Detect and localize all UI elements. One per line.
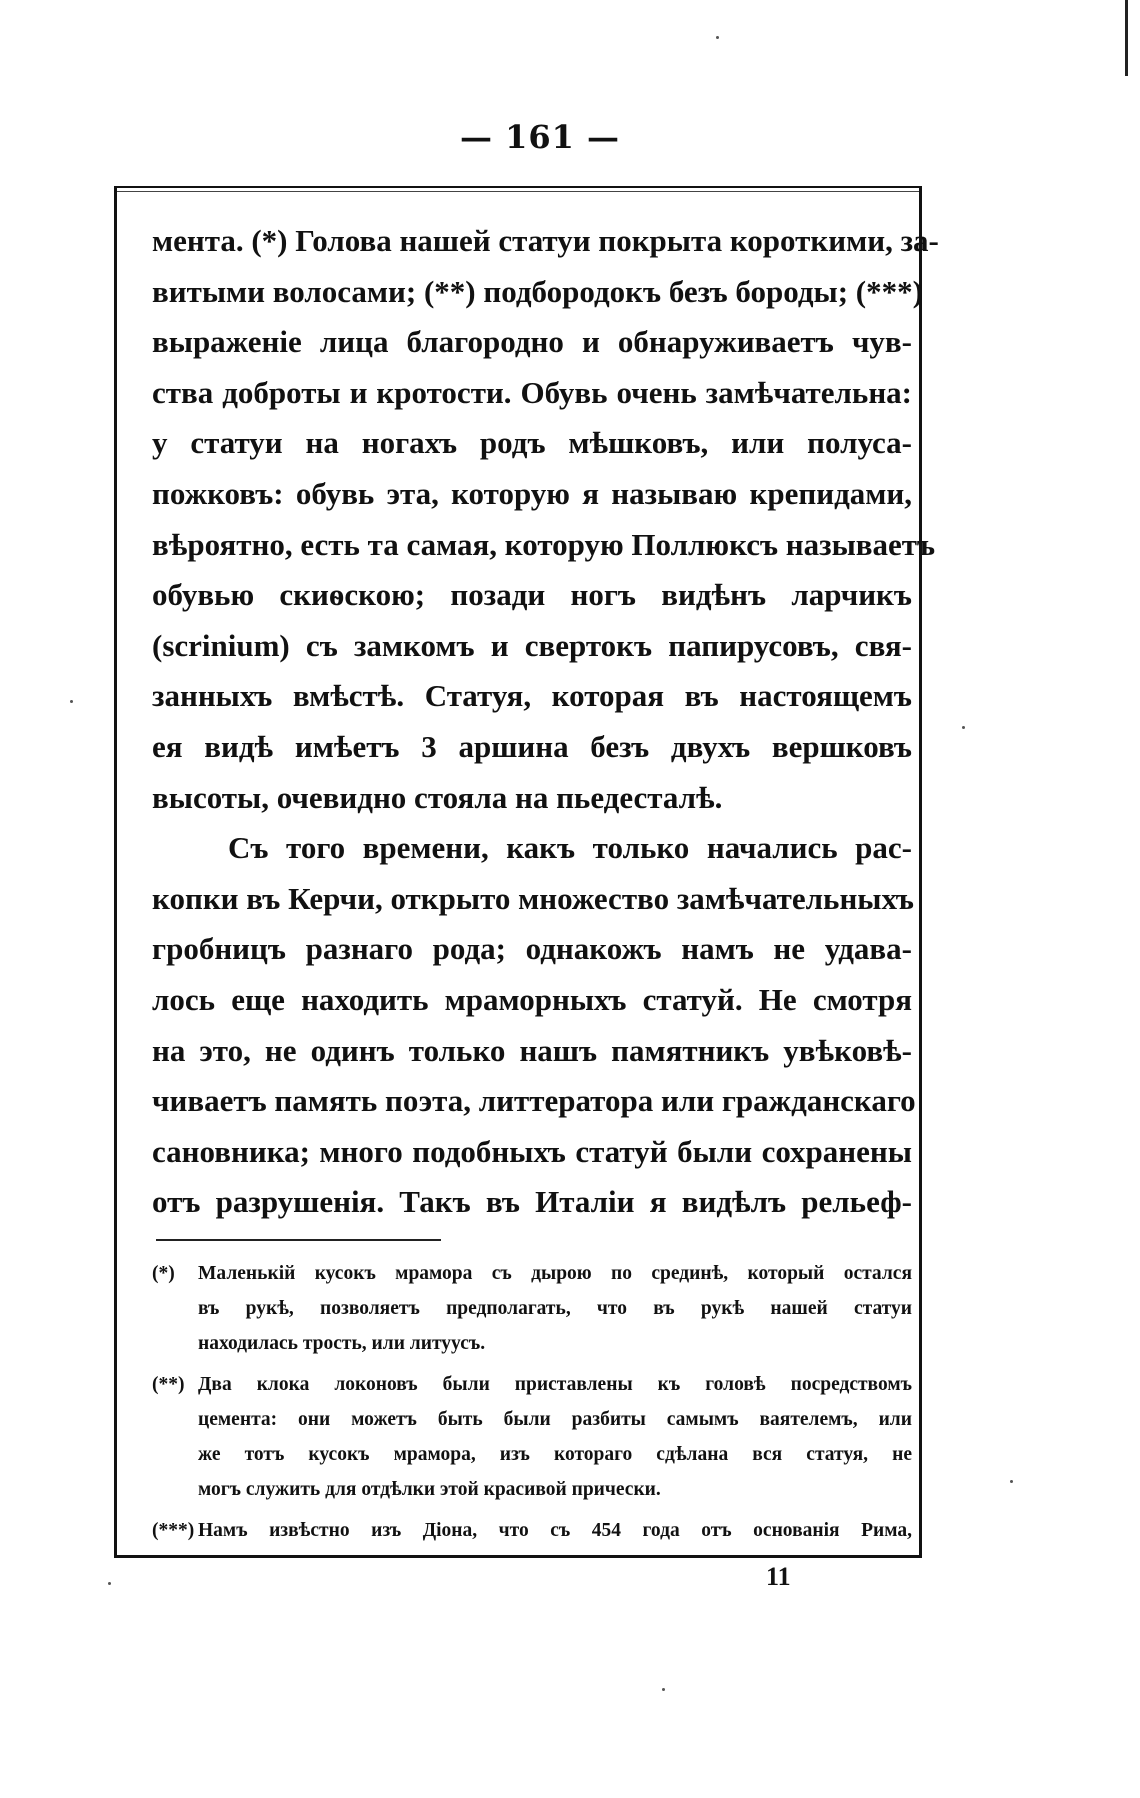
footnote <box>152 1256 912 1361</box>
footnote-line: цемента: они можетъ быть были разбиты самымъ ваятелемъ, или <box>198 1409 912 1430</box>
footnote-line: Два клока локоновъ были приставлены къ головѣ посредствомъ <box>198 1374 912 1395</box>
paper-speck <box>1010 1480 1013 1483</box>
text-line: лось еще находить мраморныхъ статуй. Не смотря <box>152 981 912 1017</box>
text-line: мента. (*) Голова нашей статуи покрыта короткими, за- <box>152 223 939 258</box>
footnote-mark: (*) <box>152 1263 175 1284</box>
page-number: — 161 — <box>459 118 621 156</box>
footnote-line: въ рукѣ, позволяетъ предполагать, что въ рукѣ нашей статуи <box>198 1298 912 1319</box>
footnote-rule <box>156 1239 441 1241</box>
footnote-line: же тотъ кусокъ мрамора, изъ котораго сдѣлана вся статуя, не <box>198 1444 912 1465</box>
text-line: ея видѣ имѣетъ 3 аршина безъ двухъ вершковъ <box>152 728 912 764</box>
footnote-line: могъ служить для отдѣлки этой красивой прически. <box>198 1479 661 1500</box>
text-line: витыми волосами; (**) подбородокъ безъ бороды; (***) <box>152 273 923 309</box>
footnotes <box>152 1256 912 1554</box>
paper-speck <box>962 726 965 729</box>
text-line: занныхъ вмѣстѣ. Статуя, которая въ настоящемъ <box>152 678 912 714</box>
footnote-line: находилась трость, или литуусъ. <box>198 1333 486 1354</box>
sheet-number: 11 <box>766 1562 791 1591</box>
footnote <box>152 1367 912 1507</box>
paper-speck <box>108 1582 111 1585</box>
footnote <box>152 1513 912 1548</box>
paper-speck <box>662 1688 665 1691</box>
text-line: копки въ Керчи, открыто множество замѣчательныхъ <box>152 880 914 916</box>
text-line: обувью скиѳскою; позади ногъ видѣнъ ларчикъ <box>152 577 912 613</box>
text-line: сановника; много подобныхъ статуй были сохранены <box>152 1133 912 1169</box>
text-line: чиваетъ память поэта, литтератора или гражданскаго <box>152 1083 916 1119</box>
footnote-line: Маленькій кусокъ мрамора съ дырою по срединѣ, который остался <box>198 1263 912 1284</box>
footnote-line: Намъ извѣстно изъ Діона, что съ 454 года отъ основанія Рима, <box>198 1520 912 1541</box>
paper-speck <box>716 36 719 39</box>
text-line: у статуи на ногахъ родъ мѣшковъ, или полуса- <box>152 425 912 461</box>
text-line: гробницъ разнаго рода; однакожъ намъ не удава- <box>152 931 912 967</box>
text-line: пожковъ: обувь эта, которую я называю крепидами, <box>152 475 912 511</box>
footnote-mark: (***) <box>152 1520 195 1541</box>
text-line: вѣроятно, есть та самая, которую Поллюксъ называетъ <box>152 526 936 562</box>
page-edge-mark <box>1125 0 1128 76</box>
text-line: выраженіе лица благородно и обнаруживаетъ чув- <box>152 324 912 360</box>
paper-speck <box>70 700 73 703</box>
text-line: отъ разрушенія. Такъ въ Италіи я видѣлъ рельеф- <box>152 1184 912 1220</box>
text-line: на это, не одинъ только нашъ памятникъ увѣковѣ- <box>152 1032 912 1068</box>
footnote-mark: (**) <box>152 1374 185 1395</box>
text-line: Съ того времени, какъ только начались рас- <box>228 830 912 866</box>
text-line: высоты, очевидно стояла на пьедесталѣ. <box>152 779 723 815</box>
text-line: (scrinium) съ замкомъ и свертокъ папирусовъ, свя- <box>152 627 912 663</box>
main-text-block <box>152 216 939 1228</box>
text-line: ства доброты и кротости. Обувь очень замѣчательна: <box>152 374 912 410</box>
